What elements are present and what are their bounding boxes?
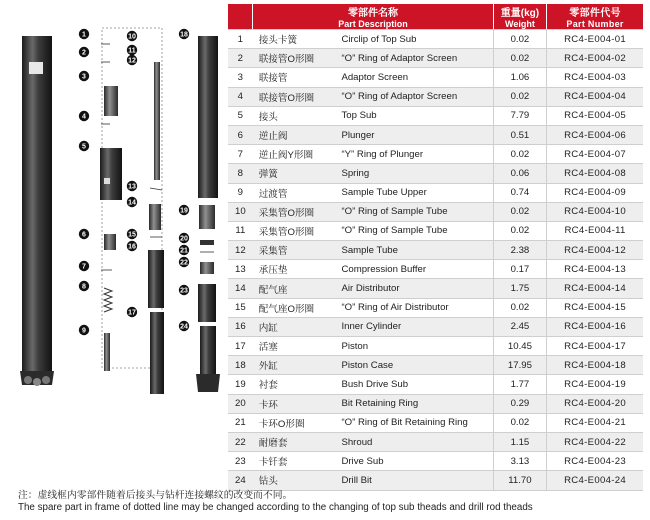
row-no: 22 [228, 432, 253, 451]
row-part-number: RC4-E004-14 [547, 279, 643, 298]
row-part-number: RC4-E004-19 [547, 375, 643, 394]
row-part-cn: 采集管O形圈 [253, 221, 342, 240]
part-18-piston-case [198, 36, 218, 198]
row-part-number: RC4-E004-15 [547, 298, 643, 317]
row-part-number: RC4-E004-22 [547, 432, 643, 451]
part-23-drive-sub [198, 284, 216, 322]
row-weight: 0.02 [493, 298, 546, 317]
row-no: 24 [228, 471, 253, 490]
part-14-air-distributor [149, 204, 161, 230]
header-weight-cn: 重量(kg) [500, 8, 540, 19]
row-part-cn: 配气座 [253, 279, 342, 298]
header-weight-en: Weight [505, 19, 535, 29]
callout-label-9: 9 [82, 327, 86, 335]
row-weight: 2.45 [493, 317, 546, 336]
part-19-bush-drive-sub [199, 205, 215, 229]
row-part-cn: 接头卡簧 [253, 30, 342, 49]
table-row [228, 221, 643, 240]
row-weight: 0.02 [493, 413, 546, 432]
row-weight: 0.51 [493, 125, 546, 144]
row-part-en: “O” Ring of Air Distributor [341, 298, 493, 317]
callout-label-8: 8 [82, 283, 86, 291]
table-row [228, 337, 643, 356]
part-12-sample-tube [154, 62, 160, 180]
part-6-plunger [104, 234, 116, 250]
row-part-en: Adaptor Screen [341, 68, 493, 87]
row-no: 16 [228, 317, 253, 336]
table-row [228, 68, 643, 87]
row-part-en: Compression Buffer [341, 260, 493, 279]
row-no: 9 [228, 183, 253, 202]
row-no: 2 [228, 49, 253, 68]
row-part-cn: 活塞 [253, 337, 342, 356]
callout-label-6: 6 [82, 231, 86, 239]
row-part-cn: 钻头 [253, 471, 342, 490]
row-part-en: Sample Tube Upper [341, 183, 493, 202]
table-row [228, 260, 643, 279]
callout-label-2: 2 [82, 49, 86, 57]
row-weight: 0.02 [493, 221, 546, 240]
row-no: 13 [228, 260, 253, 279]
row-part-number: RC4-E004-24 [547, 471, 643, 490]
row-part-cn: 耐磨套 [253, 432, 342, 451]
row-part-cn: 外缸 [253, 356, 342, 375]
row-part-en: Circlip of Top Sub [341, 30, 493, 49]
row-part-number: RC4-E004-06 [547, 125, 643, 144]
assembled-hammer-image [20, 36, 54, 386]
row-part-number: RC4-E004-16 [547, 317, 643, 336]
callout-label-17: 17 [128, 309, 136, 317]
table-row [228, 471, 643, 490]
callout-label-13: 13 [128, 183, 136, 191]
row-weight: 0.02 [493, 30, 546, 49]
row-part-cn: 弹簧 [253, 164, 342, 183]
row-part-number: RC4-E004-21 [547, 413, 643, 432]
table-row [228, 356, 643, 375]
row-part-en: “O” Ring of Bit Retaining Ring [341, 413, 493, 432]
table-row [228, 183, 643, 202]
part-8-spring [104, 288, 112, 312]
header-part-en: Part Description [338, 19, 408, 29]
row-no: 17 [228, 337, 253, 356]
row-part-en: “O” Ring of Adaptor Screen [341, 87, 493, 106]
row-part-number: RC4-E004-17 [547, 337, 643, 356]
row-part-number: RC4-E004-23 [547, 452, 643, 471]
row-no: 5 [228, 106, 253, 125]
row-part-en: Air Distributor [341, 279, 493, 298]
row-weight: 0.02 [493, 49, 546, 68]
row-weight: 0.02 [493, 145, 546, 164]
row-part-number: RC4-E004-04 [547, 87, 643, 106]
table-row [228, 413, 643, 432]
table-row [228, 87, 643, 106]
callout-label-24: 24 [180, 323, 188, 331]
row-no: 1 [228, 30, 253, 49]
row-part-en: “O” Ring of Sample Tube [341, 202, 493, 221]
row-weight: 7.79 [493, 106, 546, 125]
callout-label-3: 3 [82, 73, 86, 81]
callout-label-15: 15 [128, 231, 136, 239]
callout-label-12: 12 [128, 57, 136, 65]
row-part-en: Drill Bit [341, 471, 493, 490]
row-weight: 0.17 [493, 260, 546, 279]
row-part-number: RC4-E004-01 [547, 30, 643, 49]
table-row [228, 375, 643, 394]
row-part-en: Piston Case [341, 356, 493, 375]
row-part-cn: 逆止阀 [253, 125, 342, 144]
row-part-cn: 衬套 [253, 375, 342, 394]
row-part-number: RC4-E004-07 [547, 145, 643, 164]
row-no: 21 [228, 413, 253, 432]
callout-label-1: 1 [82, 31, 86, 39]
row-part-en: “Y” Ring of Plunger [341, 145, 493, 164]
row-part-en: Spring [341, 164, 493, 183]
row-part-cn: 接头 [253, 106, 342, 125]
row-no: 4 [228, 87, 253, 106]
part-17-piston [150, 312, 164, 394]
table-row [228, 394, 643, 413]
table-row [228, 145, 643, 164]
header-pn-cn: 零部件代号 [569, 8, 621, 19]
row-no: 6 [228, 125, 253, 144]
row-no: 8 [228, 164, 253, 183]
footnote-en: The spare part in frame of dotted line may be changed according to the changing of top sub theads and drill rod theads [18, 502, 533, 513]
row-weight: 0.02 [493, 87, 546, 106]
row-no: 15 [228, 298, 253, 317]
row-part-en: Plunger [341, 125, 493, 144]
row-part-en: Bush Drive Sub [341, 375, 493, 394]
row-weight: 1.77 [493, 375, 546, 394]
part-20-bit-retaining-ring [200, 240, 214, 245]
callout-label-7: 7 [82, 263, 86, 271]
row-no: 14 [228, 279, 253, 298]
table-row [228, 317, 643, 336]
row-no: 7 [228, 145, 253, 164]
table-row [228, 202, 643, 221]
row-weight: 10.45 [493, 337, 546, 356]
row-part-cn: 逆止阀Y形圈 [253, 145, 342, 164]
row-part-number: RC4-E004-02 [547, 49, 643, 68]
part-22-shroud [200, 262, 214, 274]
row-no: 19 [228, 375, 253, 394]
row-part-cn: 采集管O形圈 [253, 202, 342, 221]
row-no: 3 [228, 68, 253, 87]
row-part-cn: 承压垫 [253, 260, 342, 279]
part-9-sample-tube-upper [104, 333, 110, 371]
callout-label-11: 11 [128, 47, 136, 55]
row-part-cn: 内缸 [253, 317, 342, 336]
row-part-number: RC4-E004-20 [547, 394, 643, 413]
parts-table [228, 4, 643, 491]
part-5-top-sub [100, 148, 122, 200]
row-weight: 0.74 [493, 183, 546, 202]
header-no [228, 4, 253, 30]
table-row [228, 432, 643, 451]
callout-label-10: 10 [128, 33, 136, 41]
table-header [228, 4, 643, 30]
row-part-number: RC4-E004-03 [547, 68, 643, 87]
row-part-number: RC4-E004-13 [547, 260, 643, 279]
row-part-cn: 采集管 [253, 241, 342, 260]
row-weight: 1.06 [493, 68, 546, 87]
row-part-en: Top Sub [341, 106, 493, 125]
callout-label-21: 21 [180, 247, 188, 255]
header-part-description [253, 4, 494, 30]
callout-label-16: 16 [128, 243, 136, 251]
row-weight: 0.02 [493, 202, 546, 221]
row-weight: 2.38 [493, 241, 546, 260]
row-weight: 11.70 [493, 471, 546, 490]
row-part-en: Sample Tube [341, 241, 493, 260]
row-part-en: Shroud [341, 432, 493, 451]
callout-label-18: 18 [180, 31, 188, 39]
callout-label-4: 4 [82, 113, 86, 121]
table-row [228, 298, 643, 317]
row-part-en: “O” Ring of Adaptor Screen [341, 49, 493, 68]
row-part-cn: 联接管O形圈 [253, 87, 342, 106]
row-part-cn: 配气座O形圈 [253, 298, 342, 317]
row-part-cn: 联接管 [253, 68, 342, 87]
row-weight: 17.95 [493, 356, 546, 375]
row-no: 10 [228, 202, 253, 221]
footnote-cn: 注：虚线框内零部件随着后接头与钻杆连接螺纹的改变而不同。 [18, 490, 293, 501]
row-part-number: RC4-E004-18 [547, 356, 643, 375]
row-weight: 1.75 [493, 279, 546, 298]
row-no: 23 [228, 452, 253, 471]
callout-badges [79, 29, 189, 335]
callout-label-5: 5 [82, 143, 86, 151]
row-part-number: RC4-E004-10 [547, 202, 643, 221]
row-part-number: RC4-E004-09 [547, 183, 643, 202]
row-part-number: RC4-E004-08 [547, 164, 643, 183]
part-24-drill-bit [196, 326, 220, 392]
row-no: 11 [228, 221, 253, 240]
row-part-cn: 卡环 [253, 394, 342, 413]
exploded-parts-diagram [0, 0, 225, 490]
callout-label-19: 19 [180, 207, 188, 215]
table-row [228, 49, 643, 68]
row-weight: 0.29 [493, 394, 546, 413]
part-3-adaptor-screen [104, 86, 118, 116]
table-row [228, 452, 643, 471]
row-part-cn: 联接管O形圈 [253, 49, 342, 68]
callout-label-23: 23 [180, 287, 188, 295]
row-part-cn: 过渡管 [253, 183, 342, 202]
table-row [228, 125, 643, 144]
table-row [228, 106, 643, 125]
table-row [228, 30, 643, 49]
row-weight: 3.13 [493, 452, 546, 471]
row-part-en: Drive Sub [341, 452, 493, 471]
row-part-number: RC4-E004-12 [547, 241, 643, 260]
header-weight [493, 4, 546, 30]
callout-label-20: 20 [180, 235, 188, 243]
callout-label-22: 22 [180, 259, 188, 267]
part-16-inner-cylinder [148, 250, 164, 308]
row-no: 18 [228, 356, 253, 375]
row-part-en: Bit Retaining Ring [341, 394, 493, 413]
row-part-number: RC4-E004-11 [547, 221, 643, 240]
row-part-en: “O” Ring of Sample Tube [341, 221, 493, 240]
callout-label-14: 14 [128, 199, 136, 207]
parts-table-body [228, 30, 643, 491]
header-part-cn: 零部件名称 [347, 8, 398, 19]
row-weight: 0.06 [493, 164, 546, 183]
table-row [228, 164, 643, 183]
row-no: 20 [228, 394, 253, 413]
table-row [228, 241, 643, 260]
row-no: 12 [228, 241, 253, 260]
row-part-en: Inner Cylinder [341, 317, 493, 336]
row-weight: 1.15 [493, 432, 546, 451]
row-part-en: Piston [341, 337, 493, 356]
footnote [18, 490, 648, 514]
table-row [228, 279, 643, 298]
row-part-cn: 卡钎套 [253, 452, 342, 471]
header-pn-en: Part Number [566, 19, 624, 29]
row-part-number: RC4-E004-05 [547, 106, 643, 125]
row-part-cn: 卡环O形圈 [253, 413, 342, 432]
header-part-number [547, 4, 643, 30]
